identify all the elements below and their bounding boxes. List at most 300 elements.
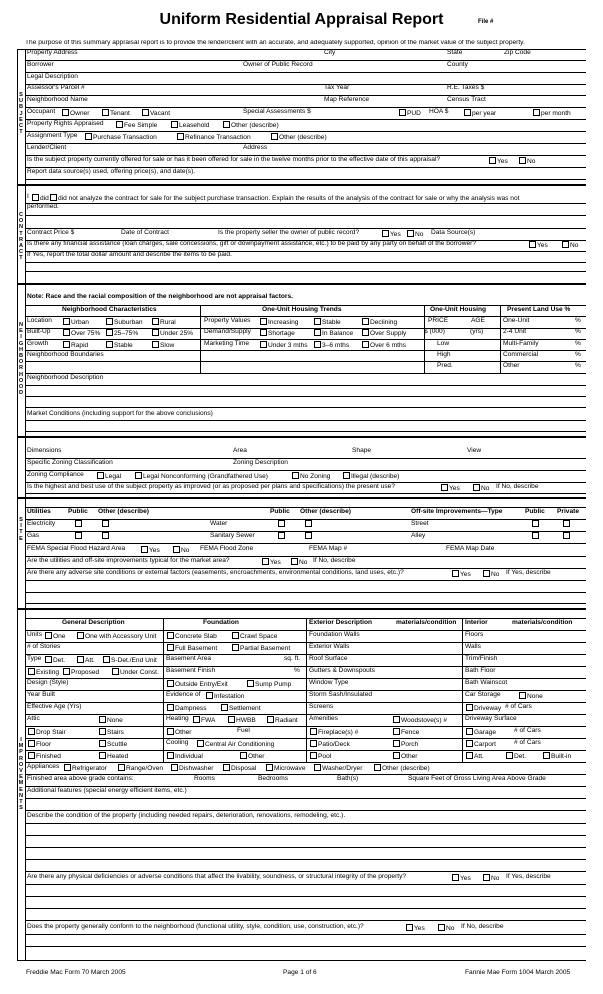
field-one[interactable]	[44, 632, 65, 641]
field-over-6-mths[interactable]	[361, 341, 406, 350]
fence-checkbox[interactable]	[393, 728, 400, 735]
bedrooms-label: Bedrooms	[258, 775, 289, 782]
no-zoning-checkbox[interactable]	[292, 472, 299, 479]
field-scuttle[interactable]	[98, 740, 127, 749]
no-checkbox[interactable]	[483, 874, 490, 881]
declining-checkbox[interactable]	[362, 318, 369, 325]
no-checkbox[interactable]	[473, 484, 480, 491]
field-disposal[interactable]	[222, 764, 256, 773]
field-25-75[interactable]	[105, 329, 138, 338]
range-oven-checkbox[interactable]	[118, 764, 125, 771]
att-checkbox[interactable]	[77, 656, 84, 663]
increasing-checkbox[interactable]	[260, 318, 267, 325]
field-report-data-source-s-used-offering-price	[27, 169, 195, 176]
no-label: No	[491, 875, 500, 882]
no-checkbox[interactable]	[291, 558, 298, 565]
finished-checkbox[interactable]	[28, 752, 35, 759]
individual-checkbox[interactable]	[167, 752, 174, 759]
field-outside-entry-exit[interactable]	[166, 680, 228, 689]
field-legal[interactable]	[96, 472, 121, 481]
field-urban[interactable]	[62, 318, 89, 327]
yes-checkbox[interactable]	[141, 546, 148, 553]
field-legal-nonconforming-grandfathered-use[interactable]	[134, 472, 268, 481]
field-bedrooms	[258, 776, 288, 783]
field-yrs	[470, 329, 483, 336]
shortage-checkbox[interactable]	[260, 329, 267, 336]
field-of-cars	[505, 704, 532, 711]
utility-checkbox[interactable]	[75, 532, 82, 539]
field-special-assessments	[243, 109, 311, 116]
field-fee-simple[interactable]	[115, 121, 157, 130]
under-3-mths-checkbox[interactable]	[260, 341, 267, 348]
field-individual[interactable]	[166, 752, 203, 761]
field-other-describe[interactable]	[270, 133, 327, 142]
field-concrete-slab[interactable]	[166, 632, 217, 641]
over-6-mths-checkbox[interactable]	[362, 341, 369, 348]
utility-checkbox[interactable]	[102, 520, 109, 527]
illegal-describe-checkbox[interactable]	[343, 472, 350, 479]
field-alley	[411, 533, 425, 540]
patio-deck-checkbox[interactable]	[310, 740, 317, 747]
per-month-checkbox[interactable]	[533, 109, 540, 116]
field-full-basement[interactable]	[166, 644, 217, 653]
did-checkbox[interactable]	[32, 194, 39, 201]
infestation-checkbox[interactable]	[206, 692, 213, 699]
column-divider	[200, 305, 201, 373]
utility-checkbox[interactable]	[305, 532, 312, 539]
utility-checkbox[interactable]	[102, 532, 109, 539]
partial-basement-checkbox[interactable]	[232, 644, 239, 651]
field-per-year[interactable]	[463, 109, 496, 118]
vacant-checkbox[interactable]	[142, 109, 149, 116]
field-zip-code	[504, 50, 531, 57]
field-built-in[interactable]	[542, 752, 571, 761]
leasehold-checkbox[interactable]	[171, 121, 178, 128]
is-the-highest-and-best-use-of-the-subje-label: Is the highest and best use of the subject property as improved (or as proposed per plans and specifications) the present use?	[27, 483, 396, 490]
if-no-describe-label: If No, describe	[496, 483, 539, 490]
census-tract-label: Census Tract	[447, 96, 486, 103]
section-label-subject: S U B J E C T	[18, 92, 24, 136]
yes-checkbox[interactable]	[441, 484, 448, 491]
central-air-conditioning-checkbox[interactable]	[197, 740, 204, 747]
location-label: Location	[27, 317, 52, 324]
no-checkbox[interactable]	[562, 241, 569, 248]
field-suburban[interactable]	[105, 318, 143, 327]
crawl-space-checkbox[interactable]	[232, 632, 239, 639]
field-fence[interactable]	[392, 728, 419, 737]
field-other[interactable]	[166, 728, 192, 737]
dimensions-label: Dimensions	[27, 447, 62, 454]
tax-year-label: Tax Year	[324, 84, 350, 91]
field-high	[437, 352, 451, 359]
utility-checkbox[interactable]	[278, 532, 285, 539]
field-floor[interactable]	[27, 740, 51, 749]
field-patio-deck[interactable]	[309, 740, 350, 749]
field-woodstove-s[interactable]	[392, 716, 447, 725]
none-checkbox[interactable]	[99, 716, 106, 723]
fwa-checkbox[interactable]	[193, 716, 200, 723]
hoa-label: HOA $	[429, 108, 449, 115]
fireplace-s-checkbox[interactable]	[310, 728, 317, 735]
field-radiant[interactable]	[266, 716, 298, 725]
field-stairs[interactable]	[98, 728, 124, 737]
private-label: Private	[557, 508, 579, 515]
microwave-checkbox[interactable]	[266, 764, 273, 771]
field-other[interactable]	[392, 752, 418, 761]
yes-label: Yes	[270, 559, 281, 566]
field-shortage[interactable]	[259, 329, 295, 338]
yes-checkbox[interactable]	[452, 874, 459, 881]
field-s-det-end-unit[interactable]	[102, 656, 157, 665]
form-rule	[25, 470, 586, 471]
field-rural[interactable]	[151, 318, 176, 327]
suburban-checkbox[interactable]	[106, 318, 113, 325]
field-sump-pump[interactable]	[246, 680, 291, 689]
field-no[interactable]	[437, 924, 454, 933]
field-pool[interactable]	[309, 752, 331, 761]
other-describe-checkbox[interactable]	[271, 133, 278, 140]
field-settlement[interactable]	[220, 704, 261, 713]
fema-map-date-label: FEMA Map Date	[446, 545, 495, 552]
field-owner[interactable]	[61, 109, 89, 118]
field-per-month[interactable]	[532, 109, 571, 118]
field-proposed[interactable]	[62, 668, 99, 677]
stable-checkbox[interactable]	[106, 341, 113, 348]
field-washer-dryer[interactable]	[313, 764, 362, 773]
field-slow[interactable]	[151, 341, 174, 350]
rapid-checkbox[interactable]	[63, 341, 70, 348]
dishwasher-checkbox[interactable]	[171, 764, 178, 771]
field-purchase-transaction[interactable]	[84, 133, 157, 142]
utility-checkbox[interactable]	[532, 520, 539, 527]
field-public	[270, 509, 290, 516]
field-under-3-mths[interactable]	[259, 341, 308, 350]
field-yes[interactable]	[528, 241, 548, 250]
yes-checkbox[interactable]	[529, 241, 536, 248]
field-age	[471, 318, 485, 325]
over-75-checkbox[interactable]	[63, 329, 70, 336]
field-000	[424, 329, 445, 336]
pud-checkbox[interactable]	[399, 109, 406, 116]
field-no[interactable]	[518, 157, 535, 166]
yes-checkbox[interactable]	[262, 558, 269, 565]
disposal-checkbox[interactable]	[223, 764, 230, 771]
utility-checkbox[interactable]	[305, 520, 312, 527]
field-no-zoning[interactable]	[291, 472, 330, 481]
none-checkbox[interactable]	[519, 692, 526, 699]
yes-checkbox[interactable]	[406, 924, 413, 931]
urban-checkbox[interactable]	[63, 318, 70, 325]
existing-checkbox[interactable]	[28, 668, 35, 675]
per-year-checkbox[interactable]	[464, 109, 471, 116]
finished-label: Finished	[36, 753, 61, 760]
no-checkbox[interactable]	[483, 570, 490, 577]
vacant-label: Vacant	[150, 110, 171, 117]
central-air-conditioning-label: Central Air Conditioning	[205, 741, 275, 748]
legal-checkbox[interactable]	[97, 472, 104, 479]
no-checkbox[interactable]	[519, 157, 526, 164]
section-label-neighborhood: N E I G H B O R H O O D	[18, 322, 24, 397]
tenant-checkbox[interactable]	[102, 109, 109, 116]
field-garage[interactable]	[465, 728, 496, 737]
field-did-not-analyze-the-contract-for-sale-fo[interactable]	[49, 194, 519, 203]
stable-checkbox[interactable]	[314, 318, 321, 325]
driveway-surface-label: Driveway Surface	[465, 715, 517, 722]
rural-checkbox[interactable]	[152, 318, 159, 325]
field-location	[27, 318, 52, 325]
field-did[interactable]	[31, 194, 49, 203]
alley-label: Alley	[411, 532, 426, 539]
field-att[interactable]	[76, 656, 95, 665]
one-with-accessory-unit-checkbox[interactable]	[77, 632, 84, 639]
under-25-checkbox[interactable]	[152, 329, 159, 336]
proposed-checkbox[interactable]	[63, 668, 70, 675]
field-over-supply[interactable]	[361, 329, 406, 338]
field-heated[interactable]	[98, 752, 128, 761]
field-dampness[interactable]	[166, 704, 207, 713]
field-tenant[interactable]	[101, 109, 130, 118]
field-att[interactable]	[465, 752, 484, 761]
no-checkbox[interactable]	[173, 546, 180, 553]
utility-checkbox[interactable]	[278, 520, 285, 527]
zoning-description-label: Zoning Description	[233, 459, 288, 466]
field-view	[467, 448, 481, 455]
field-no[interactable]	[472, 484, 489, 493]
yes-label: Yes	[460, 571, 471, 578]
field-yes[interactable]	[381, 230, 401, 239]
field-refrigerator[interactable]	[63, 764, 107, 773]
other-describe-label: Other (describe)	[231, 122, 279, 129]
type-label: Type	[27, 655, 42, 662]
field-property-rights-appraised	[27, 121, 104, 128]
other-checkbox[interactable]	[240, 752, 247, 759]
yes-checkbox[interactable]	[489, 157, 496, 164]
legal-nonconforming-grandfathered-use-checkbox[interactable]	[135, 472, 142, 479]
field-under-const[interactable]	[111, 668, 159, 677]
field-existing[interactable]	[27, 668, 59, 677]
exterior-description-label: Exterior Description	[309, 619, 373, 626]
field-no[interactable]	[561, 241, 578, 250]
form-rule	[25, 373, 586, 374]
field-yes[interactable]	[261, 558, 281, 567]
field-illegal-describe[interactable]	[342, 472, 399, 481]
field-range-oven[interactable]	[117, 764, 163, 773]
materials-condition-label: materials/condition	[396, 619, 457, 626]
under-const-checkbox[interactable]	[112, 668, 119, 675]
other-checkbox[interactable]	[393, 752, 400, 759]
25-75-checkbox[interactable]	[106, 329, 113, 336]
public-label: Public	[525, 508, 545, 515]
car-storage-label: Car Storage	[465, 691, 501, 698]
field-partial-basement[interactable]	[231, 644, 290, 653]
field-sq-ft	[284, 656, 300, 663]
yes-checkbox[interactable]	[382, 230, 389, 237]
field-no[interactable]	[482, 874, 499, 883]
field-declining[interactable]	[361, 318, 397, 327]
field-yes[interactable]	[451, 570, 471, 579]
other-describe-checkbox[interactable]	[374, 764, 381, 771]
driveway-checkbox[interactable]	[466, 704, 473, 711]
field-neighborhood-name	[27, 97, 88, 104]
field-no[interactable]	[172, 546, 189, 555]
field-leasehold[interactable]	[170, 121, 209, 130]
pool-checkbox[interactable]	[310, 752, 317, 759]
if-no-describe-label: If No, describe	[461, 923, 504, 930]
field-under-25[interactable]	[151, 329, 193, 338]
field-finished[interactable]	[27, 752, 61, 761]
no-checkbox[interactable]	[438, 924, 445, 931]
field-none[interactable]	[98, 716, 123, 725]
purchase-transaction-checkbox[interactable]	[85, 133, 92, 140]
field-crawl-space[interactable]	[231, 632, 277, 641]
att-checkbox[interactable]	[466, 752, 473, 759]
att-label: Att.	[474, 753, 484, 760]
one-checkbox[interactable]	[45, 632, 52, 639]
field-other-describe[interactable]	[373, 764, 430, 773]
partial-basement-label: Partial Basement	[240, 645, 291, 652]
slow-checkbox[interactable]	[152, 341, 159, 348]
field-hwbb[interactable]	[227, 716, 256, 725]
marketing-time-label: Marketing Time	[204, 340, 250, 347]
field-driveway[interactable]	[465, 704, 501, 713]
field-fwa[interactable]	[192, 716, 215, 725]
over-supply-label: Over Supply	[370, 330, 407, 337]
s-det-end-unit-checkbox[interactable]	[103, 656, 110, 663]
field-carport[interactable]	[465, 740, 496, 749]
field-no[interactable]	[406, 230, 423, 239]
carport-checkbox[interactable]	[466, 740, 473, 747]
field-stable[interactable]	[313, 318, 341, 327]
porch-checkbox[interactable]	[393, 740, 400, 747]
form-rule	[25, 240, 586, 241]
refrigerator-checkbox[interactable]	[64, 764, 71, 771]
field-central-air-conditioning[interactable]	[196, 740, 274, 749]
field-increasing[interactable]	[259, 318, 298, 327]
no-checkbox[interactable]	[407, 230, 414, 237]
settlement-checkbox[interactable]	[221, 704, 228, 711]
utility-checkbox[interactable]	[563, 520, 570, 527]
field-other-describe	[98, 509, 149, 516]
field-det[interactable]	[505, 752, 526, 761]
garage-checkbox[interactable]	[466, 728, 473, 735]
field-no[interactable]	[290, 558, 307, 567]
in-balance-checkbox[interactable]	[314, 329, 321, 336]
design-style-label: Design (Style)	[27, 679, 69, 686]
scuttle-label: Scuttle	[107, 741, 128, 748]
field-pud[interactable]	[398, 109, 421, 118]
field-3-6-mths[interactable]	[313, 341, 349, 350]
field-yes[interactable]	[451, 874, 471, 883]
field-other-describe[interactable]	[222, 121, 279, 130]
full-basement-checkbox[interactable]	[167, 644, 174, 651]
yes-checkbox[interactable]	[452, 570, 459, 577]
did-not-analyze-the-contract-for-sale-fo-checkbox[interactable]	[50, 194, 57, 201]
field-yes[interactable]	[140, 546, 160, 555]
field-vacant[interactable]	[141, 109, 170, 118]
owner-checkbox[interactable]	[62, 109, 69, 116]
field-materials-condition	[396, 620, 456, 627]
det-checkbox[interactable]	[45, 656, 52, 663]
dampness-checkbox[interactable]	[167, 704, 174, 711]
field-yes[interactable]	[405, 924, 425, 933]
concrete-slab-checkbox[interactable]	[167, 632, 174, 639]
field-drop-stair[interactable]	[27, 728, 66, 737]
neighborhood-characteristics-label: Neighborhood Characteristics	[62, 306, 157, 313]
borrower-label: Borrower	[27, 61, 54, 68]
floor-checkbox[interactable]	[28, 740, 35, 747]
field-microwave[interactable]	[265, 764, 306, 773]
fee-simple-checkbox[interactable]	[116, 121, 123, 128]
3-6-mths-checkbox[interactable]	[314, 341, 321, 348]
field-yes[interactable]	[440, 484, 460, 493]
if-yes-report-the-total-dollar-amount-an-label: If Yes, report the total dollar amount and describe the items to be paid.	[27, 251, 232, 258]
field-storm-sash-insulated	[309, 692, 372, 699]
field-one-with-accessory-unit[interactable]	[76, 632, 156, 641]
field-lender-client	[27, 145, 66, 152]
outside-entry-exit-checkbox[interactable]	[167, 680, 174, 687]
demand-supply-label: Demand/Supply	[204, 328, 251, 335]
none-label: None	[527, 693, 543, 700]
field-fireplace-s[interactable]	[309, 728, 358, 737]
heated-checkbox[interactable]	[99, 752, 106, 759]
stairs-checkbox[interactable]	[99, 728, 106, 735]
field-refinance-transaction[interactable]	[176, 133, 251, 142]
other-describe-checkbox[interactable]	[223, 121, 230, 128]
over-supply-checkbox[interactable]	[362, 329, 369, 336]
utility-checkbox[interactable]	[75, 520, 82, 527]
suburban-label: Suburban	[114, 319, 143, 326]
utility-checkbox[interactable]	[563, 532, 570, 539]
built-in-checkbox[interactable]	[543, 752, 550, 759]
field-in-balance[interactable]	[313, 329, 353, 338]
refinance-transaction-label: Refinance Transaction	[185, 134, 251, 141]
sump-pump-checkbox[interactable]	[247, 680, 254, 687]
stable-label: Stable	[322, 319, 341, 326]
effective-age-yrs-label: Effective Age (Yrs)	[27, 703, 82, 710]
scuttle-checkbox[interactable]	[99, 740, 106, 747]
form-rule	[25, 119, 586, 120]
field-stable[interactable]	[105, 341, 133, 350]
special-assessments-label: Special Assessments $	[243, 108, 311, 115]
washer-dryer-checkbox[interactable]	[314, 764, 321, 771]
field-no[interactable]	[482, 570, 499, 579]
field-commercial	[503, 352, 538, 359]
field-porch[interactable]	[392, 740, 418, 749]
det-checkbox[interactable]	[506, 752, 513, 759]
form-rule	[25, 350, 586, 351]
field-other[interactable]	[239, 752, 265, 761]
field-additional-features-special-energy-effic	[27, 788, 187, 795]
refinance-transaction-checkbox[interactable]	[177, 133, 184, 140]
other-checkbox[interactable]	[167, 728, 174, 735]
field-rapid[interactable]	[62, 341, 88, 350]
utility-checkbox[interactable]	[532, 532, 539, 539]
finished-area-above-grade-contains-label: Finished area above grade contains:	[27, 775, 134, 782]
woodstove-s-checkbox[interactable]	[393, 716, 400, 723]
interior-label: Interior	[465, 619, 488, 626]
floor-label: Floor	[36, 741, 52, 748]
field-yes[interactable]	[488, 157, 508, 166]
field-infestation[interactable]	[205, 692, 244, 701]
hwbb-checkbox[interactable]	[228, 716, 235, 723]
sq-ft-label: sq. ft.	[284, 655, 301, 662]
field-det[interactable]	[44, 656, 65, 665]
field-over-75[interactable]	[62, 329, 100, 338]
field-none[interactable]	[518, 692, 543, 701]
radiant-checkbox[interactable]	[267, 716, 274, 723]
field-dishwasher[interactable]	[170, 764, 213, 773]
drop-stair-checkbox[interactable]	[28, 728, 35, 735]
